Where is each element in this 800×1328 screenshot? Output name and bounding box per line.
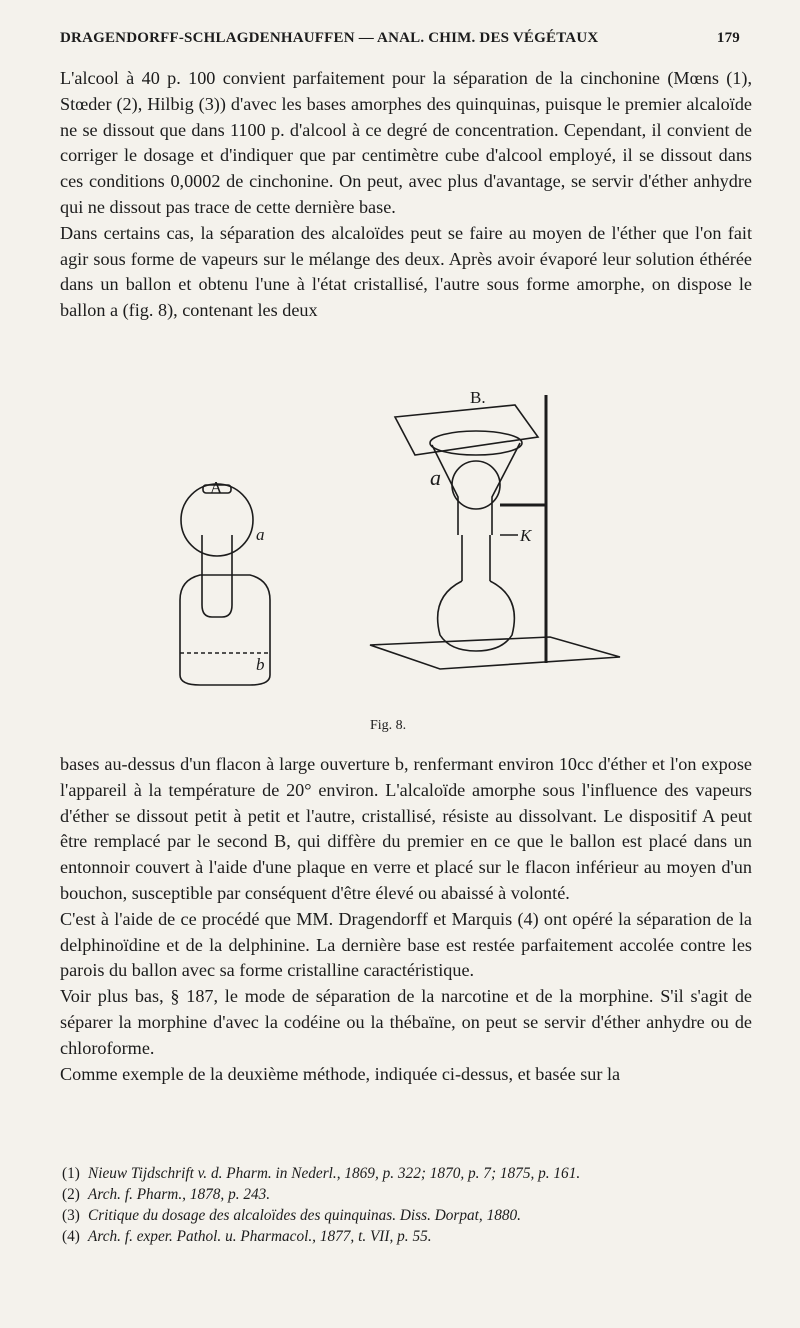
- flask-neck: [462, 535, 490, 581]
- paragraph: Comme exemple de la deuxième méthode, indiquée ci-dessus, et basée sur la: [60, 1063, 621, 1084]
- running-header: [60, 30, 740, 47]
- footnote: [62, 1163, 740, 1184]
- label-B: B.: [470, 388, 486, 407]
- footnote: [62, 1226, 740, 1247]
- footnote-text: Nieuw Tijdschrift v. d. Pharm. in Nederl., 1869, p. 322; 1870, p. 7; 1875, p. 161.: [88, 1165, 581, 1182]
- footnote-text: Critique du dosage des alcaloïdes des quinquinas. Diss. Dorpat, 1880.: [88, 1207, 521, 1224]
- label-K: K: [520, 526, 532, 545]
- footnote-number: (4): [62, 1228, 80, 1245]
- label-b: b: [256, 655, 265, 674]
- page-number: 179: [716, 30, 740, 46]
- ballon-a-b: [452, 461, 500, 509]
- figure-8: [140, 385, 680, 745]
- running-title: DRAGENDORFF-SCHLAGDENHAUFFEN — ANAL. CHIM. DES VÉGÉTAUX: [60, 30, 599, 46]
- label-A: A: [210, 478, 223, 497]
- base-plate: [370, 637, 620, 669]
- footnotes: [62, 1163, 740, 1247]
- label-a-left: a: [256, 525, 265, 544]
- paragraph: L'alcool à 40 p. 100 convient parfaitement pour la séparation de la cinchonine (Mœns (1), Stœder (2), Hilbig (3)) d'avec les bases amorphes des quinquinas, puisque le premier alcaloïde ne se dissout que dans 1100 p. d'alcool à ce degré de concentration. Cependant, il convient de corriger le dosage et d'indiquer que par centimètre cube d'alcool employé, il se dissout dans ces conditions 0,0002 de cinchonine. On peut, avec plus d'avantage, se servir d'éther anhydre qui ne dissout pas trace de cette dernière base.: [60, 68, 752, 217]
- footnote-number: (3): [62, 1207, 80, 1224]
- footnote: [62, 1184, 740, 1205]
- ballon-a-neck: [202, 535, 232, 617]
- footnote-number: (1): [62, 1165, 80, 1182]
- funnel: [432, 443, 520, 535]
- paragraph: Dans certains cas, la séparation des alcaloïdes peut se faire au moyen de l'éther que l'on fait agir sous forme de vapeurs sur le mélange des deux. Après avoir évaporé leur solution éthérée dans un ballon et obtenu l'une à l'état cristallisé, l'autre sous forme amorphe, on dispose le ballon a (fig. 8), contenant les deux: [60, 222, 752, 321]
- funnel-rim: [430, 431, 522, 455]
- text-block-bottom: [60, 752, 752, 1087]
- apparatus-drawing: [140, 385, 680, 745]
- paragraph: Voir plus bas, § 187, le mode de séparation de la narcotine et de la morphine. S'il s'agit de séparer la morphine d'avec la codéine ou la thébaïne, on peut se servir d'éther anhydre ou de chloroforme.: [60, 986, 752, 1058]
- label-a-right: a: [430, 465, 441, 490]
- footnote-text: Arch. f. Pharm., 1878, p. 243.: [88, 1186, 271, 1203]
- glass-plate: [395, 405, 538, 455]
- figure-caption: Fig. 8.: [370, 718, 407, 733]
- footnote-number: (2): [62, 1186, 80, 1203]
- text-block-top: [60, 66, 752, 324]
- footnote-text: Arch. f. exper. Pathol. u. Pharmacol., 1877, t. VII, p. 55.: [88, 1228, 432, 1245]
- paragraph: C'est à l'aide de ce procédé que MM. Dragendorff et Marquis (4) ont opéré la séparation de la delphinoïdine et de la delphinine. La dernière base est restée parfaitement accolée contre les parois du ballon avec sa forme cristalline caractéristique.: [60, 908, 752, 981]
- footnote: [62, 1205, 740, 1226]
- paragraph: bases au-dessus d'un flacon à large ouverture b, renfermant environ 10cc d'éther et l'on expose l'appareil à la température de 20° environ. L'alcaloïde amorphe sous l'influence des vapeurs d'éther se dissout petit à petit et l'autre, cristallisé, résiste au dissolvant. Le dispositif A peut être remplacé par le second B, qui diffère du premier en ce que le ballon est placé dans un entonnoir couvert à l'aide d'une plaque en verre et placé sur le flacon inférieur au moyen d'un bouchon, susceptible par conséquent d'être élevé ou abaissé à volonté.: [60, 754, 752, 903]
